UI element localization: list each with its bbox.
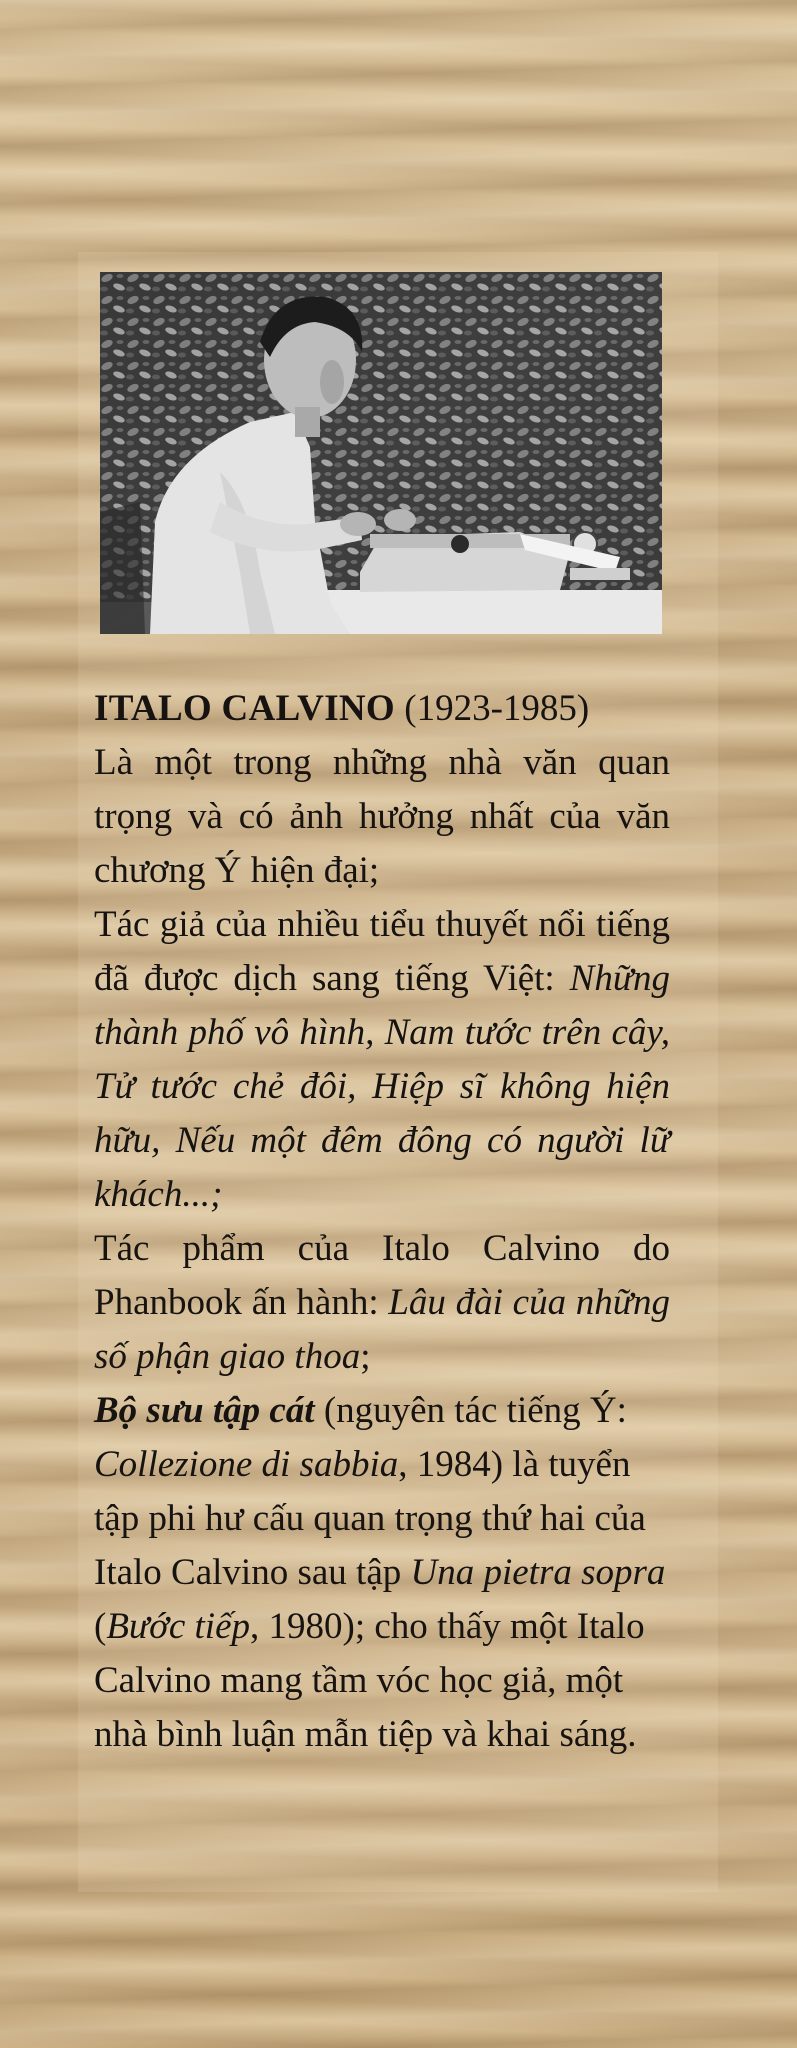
paragraph-3-end: ; — [360, 1336, 371, 1377]
paragraph-2-lead: Tác giả của nhiều tiểu thuyết nổi tiếng đã được dịch sang tiếng Việt: — [94, 904, 670, 999]
author-years: (1923-1985) — [395, 688, 590, 729]
paragraph-4-text-4: , 1980); cho thấy một Italo Calvino mang tầm vóc học giả, một nhà bình luận mẫn tiệp và khai sáng. — [94, 1606, 645, 1755]
paragraph-4-text-3: ( — [94, 1606, 107, 1647]
author-heading — [94, 682, 670, 736]
bio-paragraph-3 — [94, 1222, 670, 1384]
translated-titles: Những thành phố vô hình, Nam tước trên cây, Tử tước chẻ đôi, Hiệp sĩ không hiện hữu, Nếu một đêm đông có người lữ khách...; — [94, 958, 670, 1215]
bio-paragraph-4 — [94, 1384, 670, 1762]
author-photo — [100, 272, 662, 634]
author-name: ITALO CALVINO — [94, 688, 396, 729]
author-bio — [94, 682, 670, 1762]
publisher-title: Lâu đài của những số phận giao thoa — [94, 1282, 670, 1377]
previous-title-vi: Bước tiếp — [106, 1606, 251, 1647]
book-title: Bộ sưu tập cát — [94, 1390, 315, 1431]
bio-paragraph-1: Là một trong những nhà văn quan trọng và có ảnh hưởng nhất của văn chương Ý hiện đại; — [94, 742, 670, 891]
paragraph-4-text-1: (nguyên tác tiếng Ý: — [314, 1390, 627, 1431]
original-title: Collezione di sabbia — [94, 1444, 399, 1485]
previous-title: Una pietra sopra — [410, 1552, 666, 1593]
paragraph-3-lead: Tác phẩm của Italo Calvino do Phanbook ấn hành: — [94, 1228, 670, 1323]
bio-paragraph-2 — [94, 898, 670, 1222]
paragraph-4-text-2: , 1984) là tuyển tập phi hư cấu quan trọng thứ hai của Italo Calvino sau tập — [94, 1444, 646, 1593]
